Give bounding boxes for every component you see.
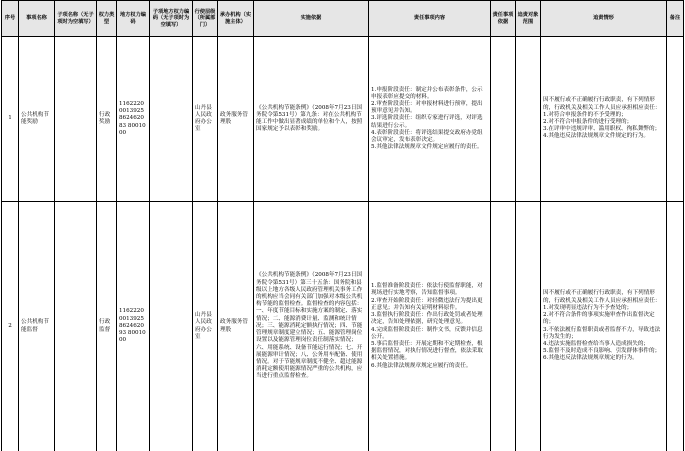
header-duty-content: 责任事项内容 xyxy=(369,1,491,37)
row-power-type: 行政监督 xyxy=(97,202,117,451)
row-basis: 《公共机构节能条例》（2008年7月23日国务院令第531号）第九条：对在公共机构节能工作中做出显著成绩的单位和个人，按照国家规定予以表彰和奖励。 xyxy=(254,37,369,202)
row-note xyxy=(667,37,684,202)
row-sub-item-name xyxy=(55,37,97,202)
header-sub-power-code: 子项地方权力编码（无子项时为空填写） xyxy=(150,1,193,37)
row-accountability-target xyxy=(516,202,541,451)
row-sub-item-name xyxy=(55,202,97,451)
row-index: 2 xyxy=(2,202,19,451)
row-duty-basis xyxy=(491,202,516,451)
header-accountability-target: 追责对象范围 xyxy=(516,1,541,37)
header-index: 序号 xyxy=(2,1,19,37)
table-row xyxy=(2,37,684,202)
row-organization: 政务服务管理股 xyxy=(218,37,254,202)
row-item-name: 公共机构节能奖励 xyxy=(19,37,55,202)
row-power-code: 11622200013925862462083 8001000 xyxy=(117,37,150,202)
header-note: 备注 xyxy=(667,1,684,37)
row-accountability-target xyxy=(516,37,541,202)
row-accountability-situations: 因不履行或不正确履行行政职责，有下列情形的，行政机关及相关工作人员应承担相应责任： 1.对发现明显违法行为不予查处的； 2.对不符合条件的事项实施审查作出监督决定的； 3.不依法履行监督职责或者监督不力，导致违法行为发生的； 4.违法实施监督检查给当事人造成损失的； 5.监督不及时造成不良影响、引发群体事件的； 6.其他违反法律法规规章规定的行为。 xyxy=(541,202,667,451)
header-basis: 实施依据 xyxy=(254,1,369,37)
header-row xyxy=(2,1,684,37)
header-item-name: 事项名称 xyxy=(19,1,55,37)
row-duty-content: 1.申报阶段责任：制定并公布表彰条件，公示申报表彰应提交的材料。 2.审查阶段责任：对申报材料进行预审，提出预审意见并告知。 3.评选阶段责任：组织专家进行评选，对评选结果进行公示。 4.表彰阶段责任：将评选结果提交政府办党组会议审定，发布表彰决定。 5.其他法律法规规章文件规定应履行的责任。 xyxy=(369,37,491,202)
row-sub-power-code xyxy=(150,202,193,451)
header-sub-item-name: 子项名称（无子项时为空填写） xyxy=(55,1,97,37)
row-power-code: 11622200013925862462093 8001000 xyxy=(117,202,150,451)
row-duty-content: 1.监督准备阶段责任：依法行使监督职能，对现场进行实地考察，告知监督事项。 2.审查开始阶段责任：对轻微违法行为提出更正意见；并告知有关证明材料原件。 3.监督执行阶段责任：作出行政处罚或者处理决定，告知处理依据，研究处理意见。 4.完成监督阶段责任：制作文书，反馈并信息公开。 5.事后监督责任：开展定期和不定期检查，根据监督情况，对执行情况进行督查，依法采取相关处置措施。 6.其他法律法规规章规定应履行的责任。 xyxy=(369,202,491,451)
header-duty-basis: 责任事项依据 xyxy=(491,1,516,37)
header-accountability-situations: 追责情形 xyxy=(541,1,667,37)
row-duty-basis xyxy=(491,37,516,202)
row-power-type: 行政奖励 xyxy=(97,37,117,202)
row-basis: 《公共机构节能条例》（2008年7月23日国务院令第531号）第三十五条：国务院和县级以上地方各级人民政府管理机关事务工作的机构应当会同有关部门加强对本级公共机构节能的监督检查。监督检查的内容包括：一、年度节能目标和实施方案的制定、落实情况；二、能源消费计量、监测和统计情况；三、能源消耗定额执行情况；四、节能管理规章制度建立情况；五、能源管理岗位设置以及能源管理岗位责任制落实情况；六、用能系统、设备节能运行情况；七、开展能源审计情况；八、公务用车配备、使用情况。对于节能规章制度不健全、超过能源消耗定额使用能源情况严重的公共机构，应当进行重点监督检查。 xyxy=(254,202,369,451)
row-accountability-situations: 因不履行或不正确履行行政职责，有下列情形的，行政机关及相关工作人员应承担相应责任： 1.对符合申报条件的不予受理的； 2.对不符合申报条件的进行受理的； 3.在评审中违规评审、滥用职权、徇私舞弊的； 4.其他违反法律法规规章文件规定的行为。 xyxy=(541,37,667,202)
row-index: 1 xyxy=(2,37,19,202)
header-power-type: 权力类型 xyxy=(97,1,117,37)
header-organization: 承办机构（实施主体） xyxy=(218,1,254,37)
row-organization: 政务服务管理股 xyxy=(218,202,254,451)
row-exercise-level: 山丹县人民政府办公室 xyxy=(193,202,218,451)
responsibility-table xyxy=(1,0,684,451)
header-power-code: 地方权力编码 xyxy=(117,1,150,37)
row-exercise-level: 山丹县人民政府办公室 xyxy=(193,37,218,202)
row-item-name: 公共机构节能监督 xyxy=(19,202,55,451)
row-note xyxy=(667,202,684,451)
row-sub-power-code xyxy=(150,37,193,202)
table-row xyxy=(2,202,684,451)
header-exercise-level: 行使层级（所属部门） xyxy=(193,1,218,37)
